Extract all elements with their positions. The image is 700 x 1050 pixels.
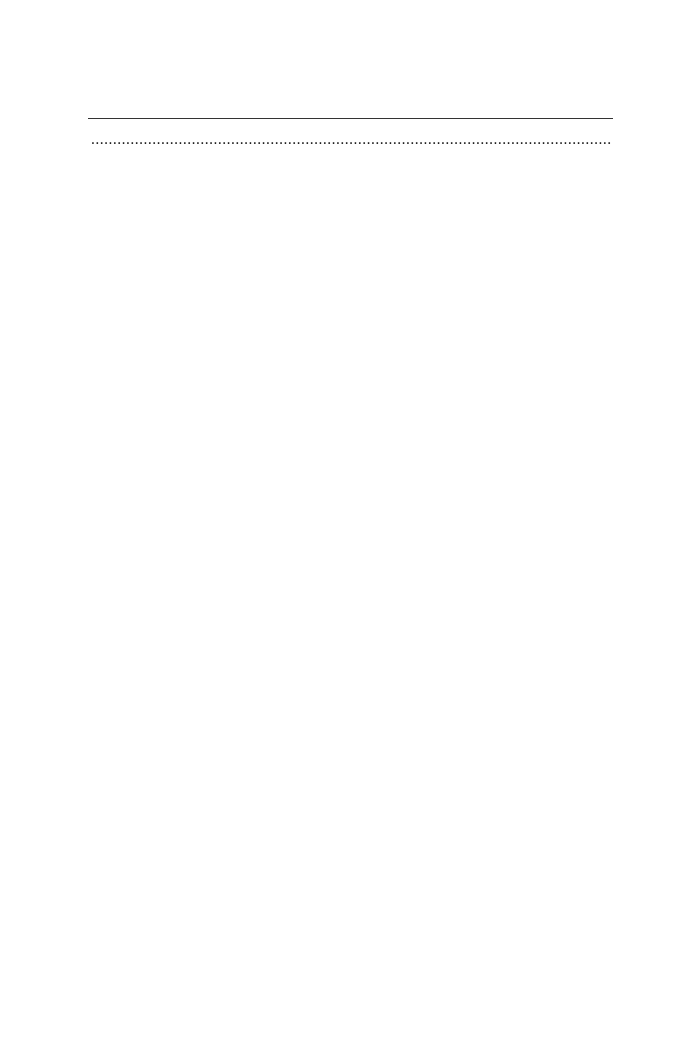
section-rule: [88, 118, 613, 119]
bibliography-section: [88, 118, 613, 151]
bibliography-entry: [88, 129, 613, 151]
dot-leader: [91, 129, 611, 151]
